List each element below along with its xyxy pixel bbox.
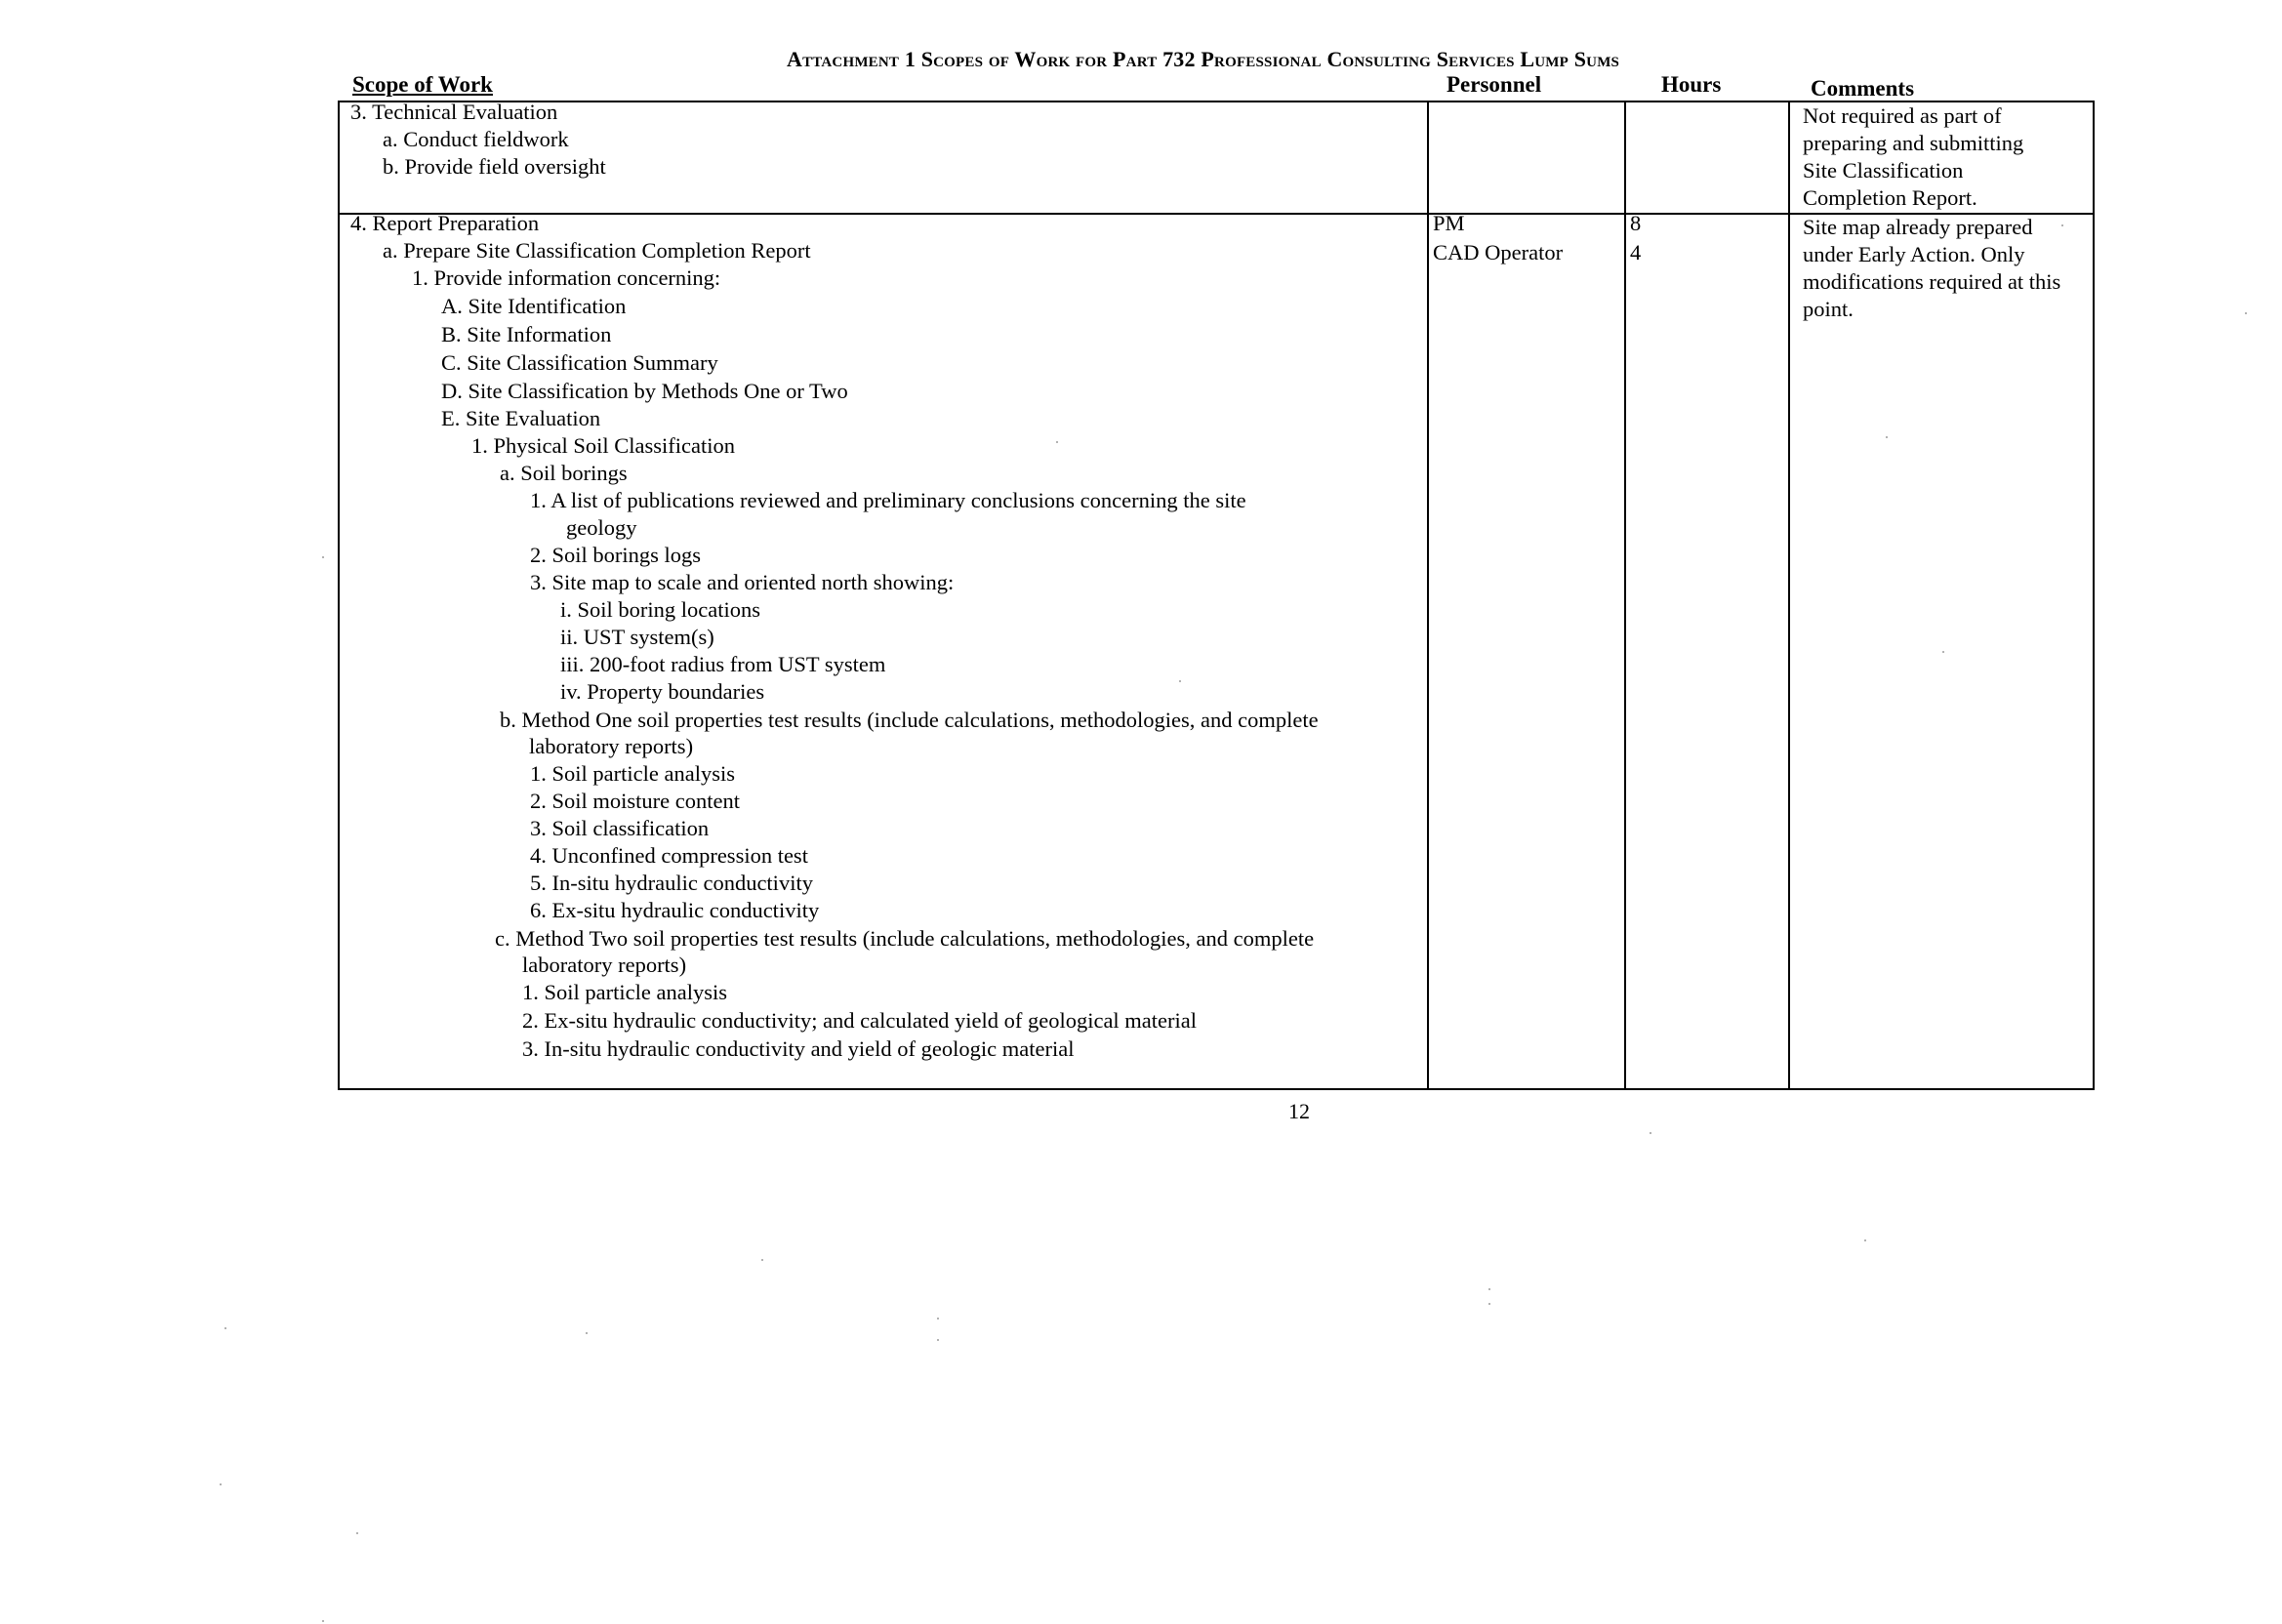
comment-line: Site map already prepared <box>1803 215 2033 239</box>
column-divider-personnel <box>1427 101 1429 1090</box>
column-header-comments: Comments <box>1811 76 1915 101</box>
scan-speck <box>220 1483 222 1485</box>
comment-line: preparing and submitting <box>1803 131 2024 155</box>
scan-speck <box>1179 680 1181 682</box>
comment-line: Site Classification <box>1803 158 1964 183</box>
document-title: Attachment 1 Scopes of Work for Part 732 Professional Consulting Services Lump Sums <box>787 47 1620 71</box>
scope-line: c. Method Two soil properties test results (include calculations, methodologies, and complete <box>495 926 1315 951</box>
scan-speck <box>1886 436 1888 438</box>
column-header-scope: Scope of Work <box>352 72 493 97</box>
scope-line: a. Prepare Site Classification Completion Report <box>383 238 811 263</box>
scope-line: 2. Ex-situ hydraulic conductivity; and calculated yield of geological material <box>522 1008 1198 1033</box>
scope-line: b. Method One soil properties test results (include calculations, methodologies, and complete <box>500 708 1319 732</box>
scan-speck <box>937 1339 939 1341</box>
scope-line: iii. 200-foot radius from UST system <box>560 652 886 676</box>
scan-speck <box>586 1332 588 1334</box>
scope-line: i. Soil boring locations <box>560 597 760 622</box>
scope-line: geology <box>566 515 637 540</box>
scope-line: 4. Report Preparation <box>350 211 540 235</box>
comment-line: under Early Action. Only <box>1803 242 2025 266</box>
scan-speck <box>937 1318 939 1320</box>
scan-speck <box>356 1532 358 1534</box>
hours-cell: 8 <box>1630 211 1642 235</box>
scope-line: 1. Soil particle analysis <box>530 761 735 786</box>
scan-speck <box>322 1620 324 1622</box>
scope-line: laboratory reports) <box>522 953 687 977</box>
scan-speck <box>2245 312 2247 314</box>
scan-speck <box>1650 1132 1651 1134</box>
personnel-cell: CAD Operator <box>1433 240 1564 264</box>
column-header-personnel: Personnel <box>1447 72 1542 97</box>
column-header-hours: Hours <box>1661 72 1722 97</box>
scope-line: 2. Soil borings logs <box>530 543 702 567</box>
scope-line: 3. Soil classification <box>530 816 710 840</box>
column-divider-comments <box>1788 101 1790 1090</box>
scope-line: 6. Ex-situ hydraulic conductivity <box>530 898 820 922</box>
scope-line: A. Site Identification <box>441 294 627 318</box>
comment-line: Not required as part of <box>1803 103 2002 128</box>
scan-speck <box>1488 1303 1490 1305</box>
scope-line: 3. Technical Evaluation <box>350 100 558 124</box>
scope-line: 3. Site map to scale and oriented north showing: <box>530 570 955 594</box>
scope-line: ii. UST system(s) <box>560 625 714 649</box>
scope-line: B. Site Information <box>441 322 612 346</box>
scope-line: E. Site Evaluation <box>441 406 601 430</box>
scope-line: 1. Provide information concerning: <box>412 265 721 290</box>
scope-line: 1. Soil particle analysis <box>522 980 727 1004</box>
scan-speck <box>1056 441 1058 443</box>
comment-line: modifications required at this <box>1803 269 2061 294</box>
scope-line: iv. Property boundaries <box>560 679 765 704</box>
personnel-cell: PM <box>1433 211 1465 235</box>
scope-line: 3. In-situ hydraulic conductivity and yield of geologic material <box>522 1036 1075 1061</box>
comment-line: point. <box>1803 297 1854 321</box>
scope-line: 2. Soil moisture content <box>530 789 740 813</box>
scope-line: 1. Physical Soil Classification <box>471 433 735 458</box>
column-divider-hours <box>1624 101 1626 1090</box>
scan-speck <box>322 556 324 558</box>
scan-speck <box>224 1327 226 1329</box>
page-number: 12 <box>1288 1099 1310 1123</box>
hours-cell: 4 <box>1630 240 1642 264</box>
scope-line: b. Provide field oversight <box>383 154 606 179</box>
scope-line: a. Soil borings <box>500 461 628 485</box>
scan-speck <box>761 1259 763 1261</box>
scan-speck <box>1942 651 1944 653</box>
scan-speck <box>1488 1288 1490 1290</box>
scan-speck <box>2061 224 2063 226</box>
scope-line: 4. Unconfined compression test <box>530 843 808 868</box>
scope-line: a. Conduct fieldwork <box>383 127 569 151</box>
scope-line: 5. In-situ hydraulic conductivity <box>530 871 813 895</box>
comment-line: Completion Report. <box>1803 185 1977 210</box>
scope-line: laboratory reports) <box>529 734 694 758</box>
scope-line: 1. A list of publications reviewed and preliminary conclusions concerning the site <box>530 488 1246 512</box>
scan-speck <box>1864 1239 1866 1241</box>
scope-line: C. Site Classification Summary <box>441 350 718 375</box>
scope-line: D. Site Classification by Methods One or Two <box>441 379 848 403</box>
